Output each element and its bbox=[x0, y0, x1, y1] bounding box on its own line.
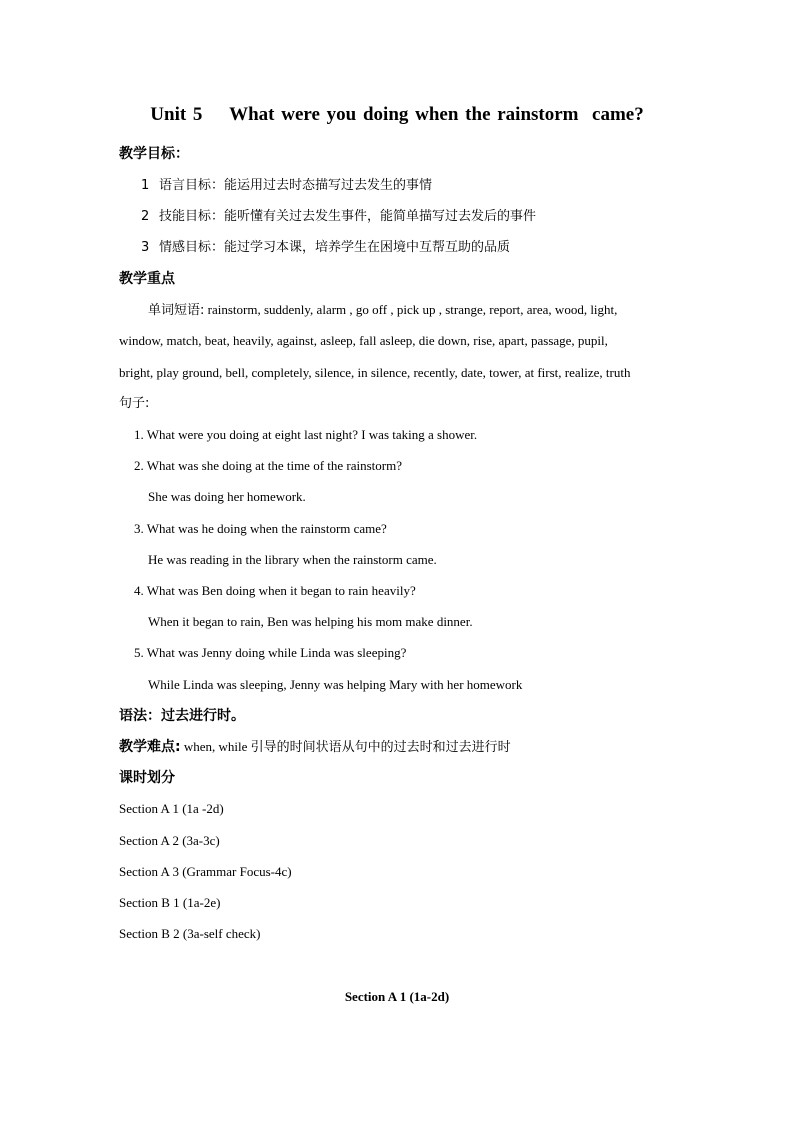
objective-number: 2 bbox=[141, 209, 150, 224]
vocab-line-3: bright, play ground, bell, completely, silence, in silence, recently, date, tower, at first, realize, truth bbox=[119, 365, 631, 380]
sentences-label: 句子: bbox=[119, 396, 150, 411]
vocab-line-2: window, match, beat, heavily, against, asleep, fall asleep, die down, rise, apart, passage, pupil, bbox=[119, 333, 608, 348]
schedule-item-3: Section A 3 (Grammar Focus-4c) bbox=[119, 864, 292, 879]
objective-text: 语言目标：能运用过去时态描写过去发生的事情 bbox=[159, 178, 433, 193]
objective-item-3 bbox=[141, 239, 510, 257]
sentence-answer-3: He was reading in the library when the rainstorm came. bbox=[148, 552, 437, 567]
objective-number: 1 bbox=[141, 178, 150, 193]
key-points-heading: 教学重点 bbox=[119, 271, 175, 287]
difficulty-description: 引导的时间状语从句中的过去时和过去进行时 bbox=[250, 740, 511, 755]
objective-item-1 bbox=[141, 177, 432, 195]
objective-text: 技能目标：能听懂有关过去发生事件，能简单描写过去发后的事件 bbox=[159, 209, 537, 224]
sentence-question-5: 5. What was Jenny doing while Linda was sleeping? bbox=[134, 645, 407, 660]
difficulty-label: 教学难点: bbox=[119, 739, 181, 755]
vocab-label: 单词短语: bbox=[148, 303, 205, 318]
schedule-item-1: Section A 1 (1a -2d) bbox=[119, 801, 224, 816]
objective-number: 3 bbox=[141, 240, 150, 255]
grammar-heading: 语法：过去进行时。 bbox=[119, 708, 245, 724]
vocab-line-1 bbox=[148, 301, 617, 320]
page-title: Unit 5 What were you doing when the rainstorm came? bbox=[150, 104, 644, 125]
schedule-item-4: Section B 1 (1a-2e) bbox=[119, 895, 221, 910]
sentence-answer-5: While Linda was sleeping, Jenny was helping Mary with her homework bbox=[148, 677, 523, 692]
sentence-question-1: 1. What were you doing at eight last night? I was taking a shower. bbox=[134, 427, 478, 442]
sentence-question-2: 2. What was she doing at the time of the rainstorm? bbox=[134, 458, 402, 473]
sentence-answer-2: She was doing her homework. bbox=[148, 489, 306, 504]
vocab-text: rainstorm, suddenly, alarm , go off , pick up , strange, report, area, wood, light, bbox=[207, 302, 618, 317]
schedule-item-2: Section A 2 (3a-3c) bbox=[119, 833, 220, 848]
objective-text: 情感目标：能过学习本课，培养学生在困境中互帮互助的品质 bbox=[159, 240, 511, 255]
objectives-heading: 教学目标： bbox=[119, 146, 189, 162]
objective-item-2 bbox=[141, 208, 536, 226]
difficulty-line bbox=[119, 738, 511, 757]
sentence-answer-4: When it began to rain, Ben was helping his mom make dinner. bbox=[148, 614, 473, 629]
schedule-heading: 课时划分 bbox=[119, 770, 175, 786]
section-heading: Section A 1 (1a-2d) bbox=[344, 989, 450, 1004]
sentence-question-4: 4. What was Ben doing when it began to rain heavily? bbox=[134, 583, 416, 598]
sentence-question-3: 3. What was he doing when the rainstorm came? bbox=[134, 521, 387, 536]
schedule-item-5: Section B 2 (3a-self check) bbox=[119, 926, 261, 941]
difficulty-keywords: when, while bbox=[180, 739, 251, 754]
